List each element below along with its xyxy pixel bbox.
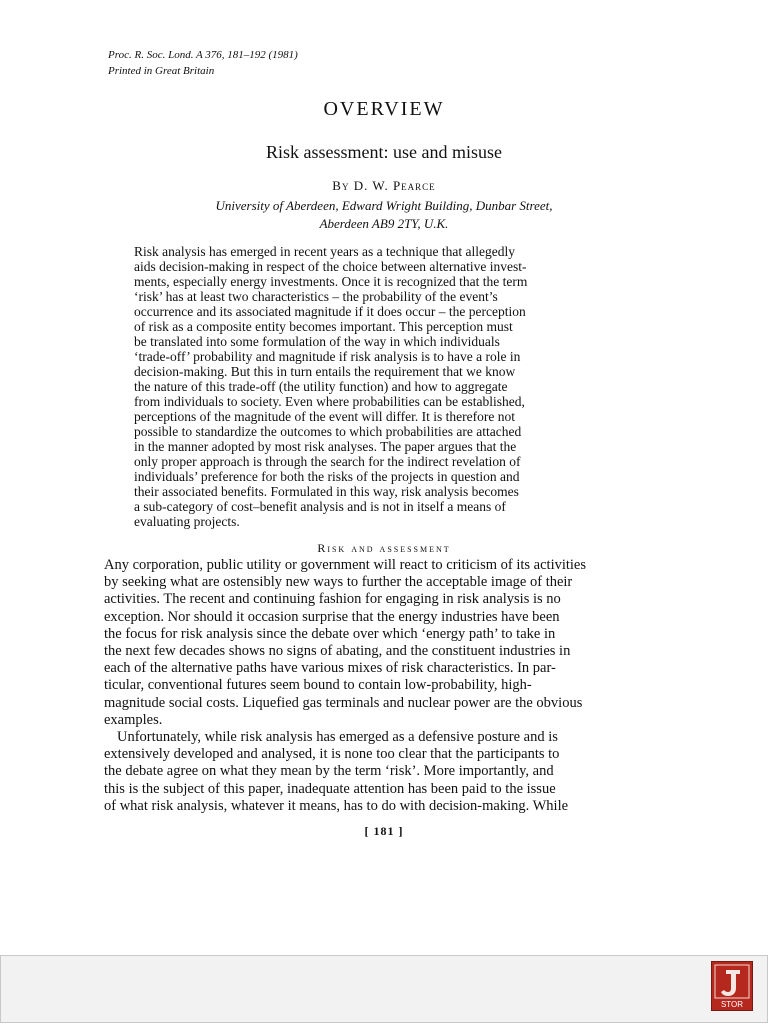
abstract-line: aids decision-making in respect of the choice between alternative invest- (134, 259, 527, 274)
affiliation-line-2: Aberdeen AB9 2TY, U.K. (319, 216, 449, 231)
abstract-line: possible to standardize the outcomes to which probabilities are attached (134, 424, 522, 439)
paragraph-1-line: activities. The recent and continuing fashion for engaging in risk analysis is no (104, 591, 561, 608)
abstract-line: evaluating projects. (134, 514, 240, 529)
affiliation-line-1: University of Aberdeen, Edward Wright Building, Dunbar Street, (215, 198, 553, 213)
abstract-line: ments, especially energy investments. Once it is recognized that the term (134, 274, 528, 289)
abstract-line: ‘risk’ has at least two characteristics – the probability of the event’s (134, 289, 498, 304)
section-heading: Risk and assessment (317, 541, 451, 555)
viewer-footer-bar (0, 955, 768, 1023)
abstract-line: occurrence and its associated magnitude if it does occur – the perception (134, 304, 526, 319)
abstract-line: in the manner adopted by most risk analyses. The paper argues that the (134, 439, 517, 454)
abstract-line: ‘trade-off’ probability and magnitude if risk analysis is to have a role in (134, 349, 521, 364)
paragraph-2-line: of what risk analysis, whatever it means, has to do with decision-making. While (104, 797, 569, 814)
abstract-line: only proper approach is through the search for the indirect revelation of (134, 454, 521, 469)
paragraph-1-line: magnitude social costs. Liquefied gas terminals and nuclear power are the obvious (104, 694, 583, 711)
paragraph-2-line: extensively developed and analysed, it is none too clear that the participants to (104, 746, 560, 763)
journal-header (108, 47, 298, 79)
paragraph-1-line: examples. (104, 711, 163, 728)
author-affiliation (0, 197, 768, 233)
abstract-line: decision-making. But this in turn entails the requirement that we know (134, 364, 516, 379)
printed-in-line: Printed in Great Britain (108, 65, 215, 77)
abstract-line: the nature of this trade-off (the utility function) and how to aggregate (134, 379, 508, 394)
abstract-line: their associated benefits. Formulated in this way, risk analysis becomes (134, 484, 519, 499)
paragraph-1-line: the focus for risk analysis since the debate over which ‘energy path’ to take in (104, 625, 556, 642)
paper-title: Risk assessment: use and misuse (266, 142, 502, 162)
abstract (134, 244, 639, 529)
abstract-line: Risk analysis has emerged in recent years as a technique that allegedly (134, 244, 515, 259)
abstract-line: from individuals to society. Even where probabilities can be established, (134, 394, 525, 409)
abstract-line: of risk as a composite entity becomes important. This perception must (134, 319, 513, 334)
page-number: [ 181 ] (364, 824, 404, 838)
abstract-line: perceptions of the magnitude of the event will differ. It is therefore not (134, 409, 516, 424)
author-byline (0, 178, 768, 194)
abstract-line: individuals’ preference for both the risks of the projects in question and (134, 469, 520, 484)
section-label: OVERVIEW (323, 98, 445, 120)
paragraph-1-line: each of the alternative paths have various mixes of risk characteristics. In par- (104, 660, 556, 677)
body-text (104, 557, 670, 815)
paragraph-2-line: the debate agree on what they mean by the term ‘risk’. More importantly, and (104, 763, 554, 780)
paragraph-2-line: Unfortunately, while risk analysis has emerged as a defensive posture and is (117, 729, 558, 746)
paragraph-1-line: by seeking what are ostensibly new ways to further the acceptable image of their (104, 574, 573, 591)
author-name: By D. W. Pearce (332, 178, 436, 193)
jstor-logo-icon[interactable] (711, 961, 753, 1011)
abstract-line: be translated into some formulation of the way in which individuals (134, 334, 500, 349)
journal-citation: Proc. R. Soc. Lond. A 376, 181–192 (1981) (108, 49, 298, 61)
paragraph-1-line: the next few decades shows no signs of abating, and the constituent industries in (104, 643, 571, 660)
abstract-line: a sub-category of cost–benefit analysis and is not in itself a means of (134, 499, 506, 514)
paragraph-2-line: this is the subject of this paper, inadequate attention has been paid to the issue (104, 780, 556, 797)
paragraph-1-line: exception. Nor should it occasion surprise that the energy industries have been (104, 608, 560, 625)
paragraph-1-line: ticular, conventional futures seem bound to contain low-probability, high- (104, 677, 532, 694)
jstor-logo-text: STOR (720, 1000, 744, 1009)
paragraph-1-line: Any corporation, public utility or government will react to criticism of its activities (104, 557, 587, 573)
